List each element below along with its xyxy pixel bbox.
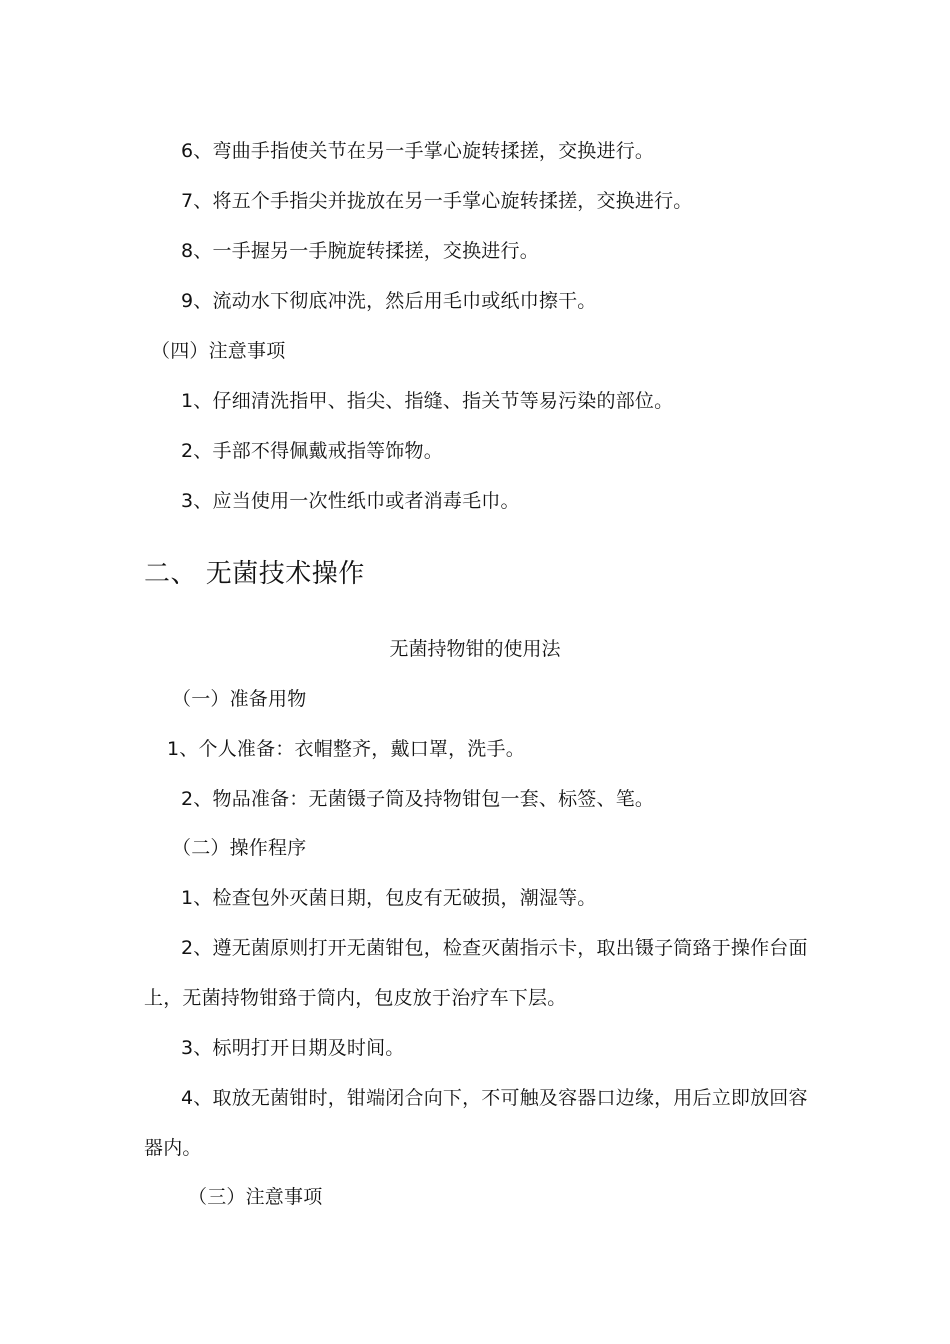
procedure-step-1: 1、检查包外灭菌日期，包皮有无破损，潮湿等。 (181, 887, 597, 909)
prep-heading: （一）准备用物 (172, 688, 307, 710)
hand-wash-notes-heading: （四）注意事项 (151, 340, 286, 362)
procedure-step-4-cont: 器内。 (144, 1137, 202, 1159)
hand-wash-note-2: 2、手部不得佩戴戒指等饰物。 (181, 440, 443, 462)
hand-wash-step-9: 9、流动水下彻底冲洗，然后用毛巾或纸巾擦干。 (181, 290, 597, 312)
hand-wash-note-1: 1、仔细清洗指甲、指尖、指缝、指关节等易污染的部位。 (181, 390, 674, 412)
procedure-step-2: 2、遵无菌原则打开无菌钳包，检查灭菌指示卡，取出镊子筒臵于操作台面 (181, 937, 808, 959)
hand-wash-step-6: 6、弯曲手指使关节在另一手掌心旋转揉搓，交换进行。 (181, 140, 655, 162)
hand-wash-note-3: 3、应当使用一次性纸巾或者消毒毛巾。 (181, 490, 520, 512)
procedure-step-4: 4、取放无菌钳时，钳端闭合向下，不可触及容器口边缘，用后立即放回容 (181, 1087, 808, 1109)
section-subtitle: 无菌持物钳的使用法 (389, 638, 561, 660)
procedure-heading: （二）操作程序 (172, 837, 307, 859)
hand-wash-step-7: 7、将五个手指尖并拢放在另一手掌心旋转揉搓，交换进行。 (181, 190, 693, 212)
procedure-step-3: 3、标明打开日期及时间。 (181, 1037, 405, 1059)
prep-item-2: 2、物品准备：无菌镊子筒及持物钳包一套、标签、笔。 (181, 788, 655, 810)
prep-item-1: 1、个人准备：衣帽整齐，戴口罩，洗手。 (167, 738, 525, 760)
hand-wash-step-8: 8、一手握另一手腕旋转揉搓，交换进行。 (181, 240, 539, 262)
aseptic-notes-heading: （三）注意事项 (188, 1186, 323, 1208)
section-heading-aseptic: 二、 无菌技术操作 (144, 559, 365, 589)
procedure-step-2-cont: 上，无菌持物钳臵于筒内，包皮放于治疗车下层。 (144, 987, 567, 1009)
